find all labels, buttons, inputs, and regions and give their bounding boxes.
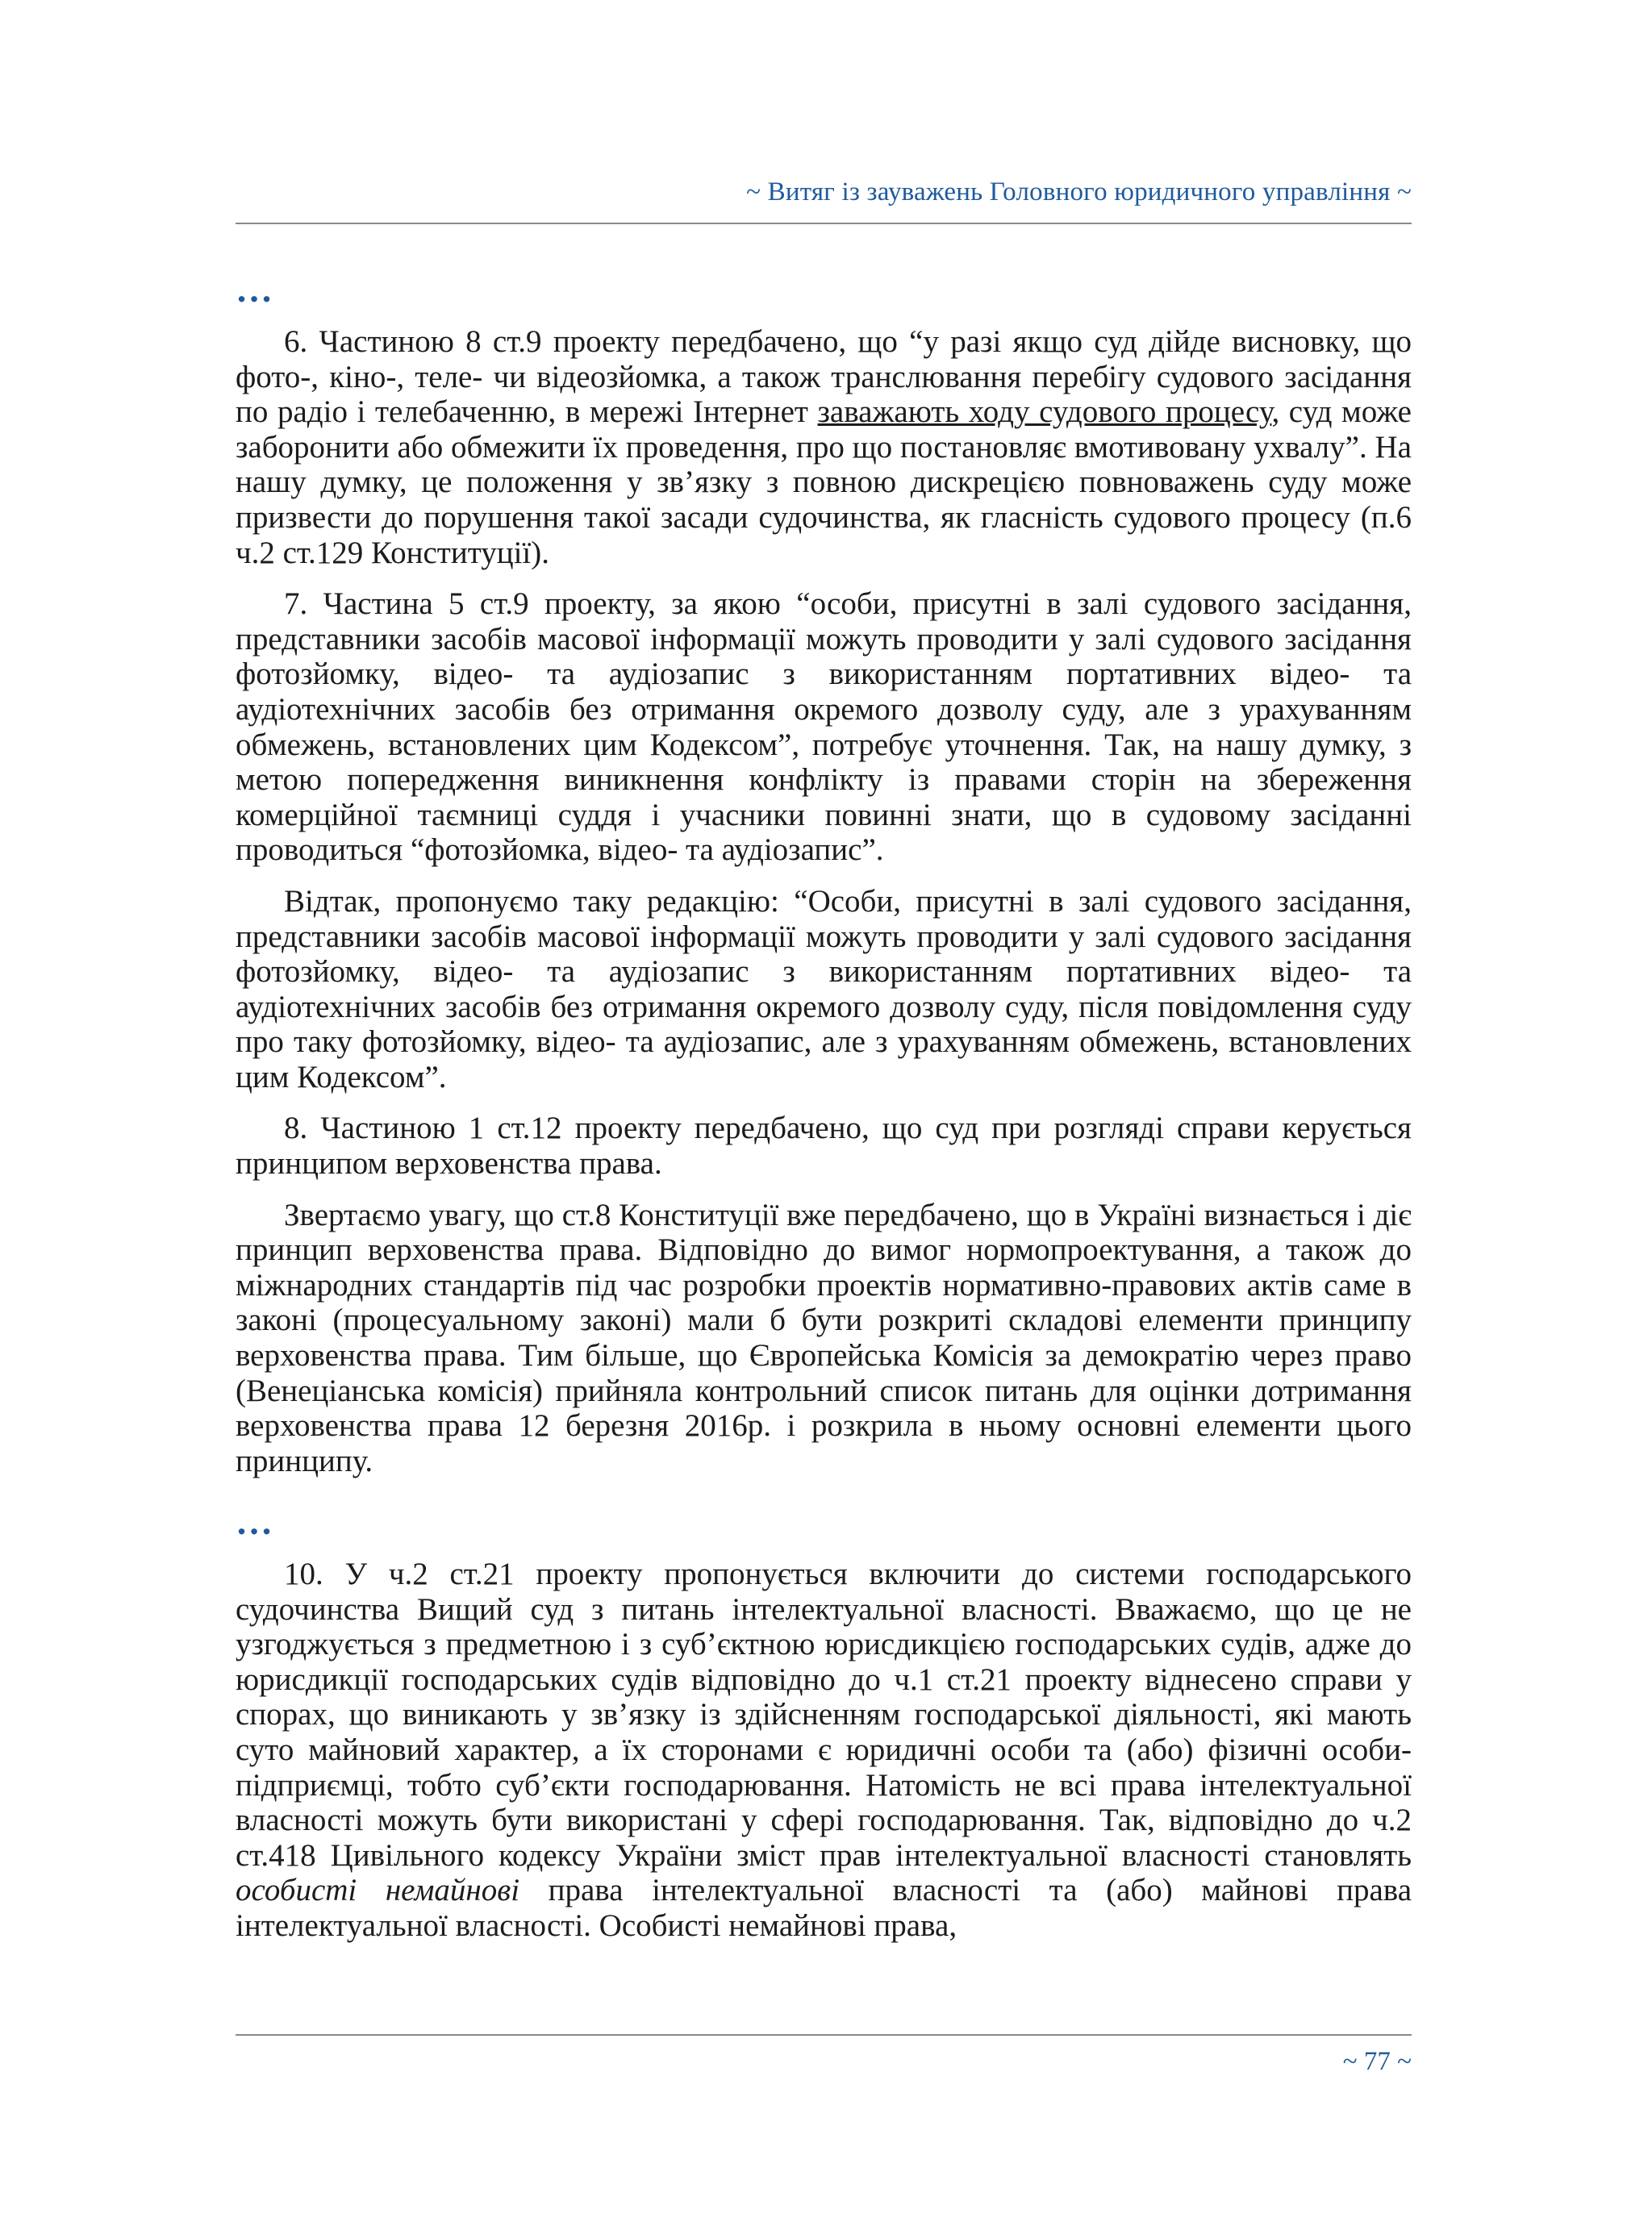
page-number: ~ 77 ~ [1342, 2047, 1412, 2076]
header-rule [236, 223, 1412, 224]
italic-phrase: особисті немайнові [236, 1873, 520, 1908]
paragraph-10-text-start: 10. У ч.2 ст.21 проекту пропонується включити до системи господарського судочинства Вищий суд з питань інтелектуальної власності. Вважаємо, що це не узгоджується з предметною і з суб’єктною юрисдикцією господарських судів, адже до юрисдикції господарських судів відповідно до ч.1 ст.21 проекту віднесено справи у спорах, що виникають у зв’язку із здійсненням господарської діяльності, які мають суто майновий характер, а їх сторонами є юридичні особи та (або) фізичні особи-підприємці, тобто суб’єкти господарювання. Натомість не всі права інтелектуальної власності можуть бути використані у сфері господарювання. Так, відповідно до ч.2 ст.418 Цивільного кодексу України зміст прав інтелектуальної власності становлять [236, 1557, 1412, 1873]
ellipsis-marker-middle: … [236, 1501, 273, 1542]
footer-rule [236, 2034, 1412, 2036]
paragraph-8: 8. Частиною 1 ст.12 проекту передбачено, що суд при розгляді справи керується принципом верховенства права. [236, 1111, 1412, 1182]
underlined-phrase: заважають ходу судового процесу [817, 394, 1272, 430]
paragraph-7-proposal: Відтак, пропонуємо таку редакцію: “Особи, присутні в залі судового засідання, представники засобів масової інформації можуть проводити у залі судового засідання фотозйомку, відео- та аудіозапис з використанням портативних відео- та аудіотехнічних засобів без отримання окремого дозволу суду, після повідомлення суду про таку фотозйомку, відео- та аудіозапис, але з урахуванням обмежень, встановлених цим Кодексом”. [236, 883, 1412, 1094]
paragraph-6-text-end: , суд може заборонити або обмежити їх проведення, про що постановляє вмотивовану ухвалу”. На нашу думку, це положення у зв’язку з повною дискрецією повноважень суду може призвести до порушення такої засади судочинства, як гласність судового процесу (п.6 ч.2 ст.129 Конституції). [236, 394, 1412, 570]
text-block-lower [236, 1557, 1412, 1960]
paragraph-8-comment: Звертаємо увагу, що ст.8 Конституції вже передбачено, що в Україні визнається і діє принцип верховенства права. Відповідно до вимог нормопроектування, а також до міжнародних стандартів під час розробки проектів нормативно-правових актів саме в законі (процесуальному законі) мали б бути розкриті складові елементи принципу верховенства права. Тим більше, що Європейська Комісія за демократію через право (Венеціанська комісія) прийняла контрольний список питань для оцінки дотримання верховенства права 12 березня 2016р. і розкрила в ньому основні елементи цього принципу. [236, 1197, 1412, 1478]
paragraph-10 [236, 1557, 1412, 1944]
paragraph-6-text-start: 6. Частиною 8 ст.9 проекту передбачено, що “у разі якщо суд дійде висновку, що фото-, кіно-, теле- чи відеозйомка, а також транслювання перебігу судового засідання по радіо і телебаченню, в мережі Інтернет [236, 324, 1412, 430]
paragraph-10-text-end: права інтелектуальної власності та (або) майнові права інтелектуальної власності. Особисті немайнові права, [236, 1873, 1412, 1943]
paragraph-6 [236, 324, 1412, 570]
paragraph-7: 7. Частина 5 ст.9 проекту, за якою “особи, присутні в залі судового засідання, представники засобів масової інформації можуть проводити у залі судового засідання фотозйомку, відео- та аудіозапис з використанням портативних відео- та аудіотехнічних засобів без отримання окремого дозволу суду, але з урахуванням обмежень, встановлених цим Кодексом”, потребує уточнення. Так, на нашу думку, з метою попередження виникнення конфлікту із правами сторін на збереження комерційної таємниці суддя і учасники повинні знати, що в судовому засіданні проводиться “фотозйомка, відео- та аудіозапис”. [236, 586, 1412, 868]
running-header: ~ Витяг із зауважень Головного юридичного управління ~ [746, 177, 1412, 206]
text-block-upper [236, 324, 1412, 1495]
ellipsis-marker-top: … [236, 269, 273, 310]
